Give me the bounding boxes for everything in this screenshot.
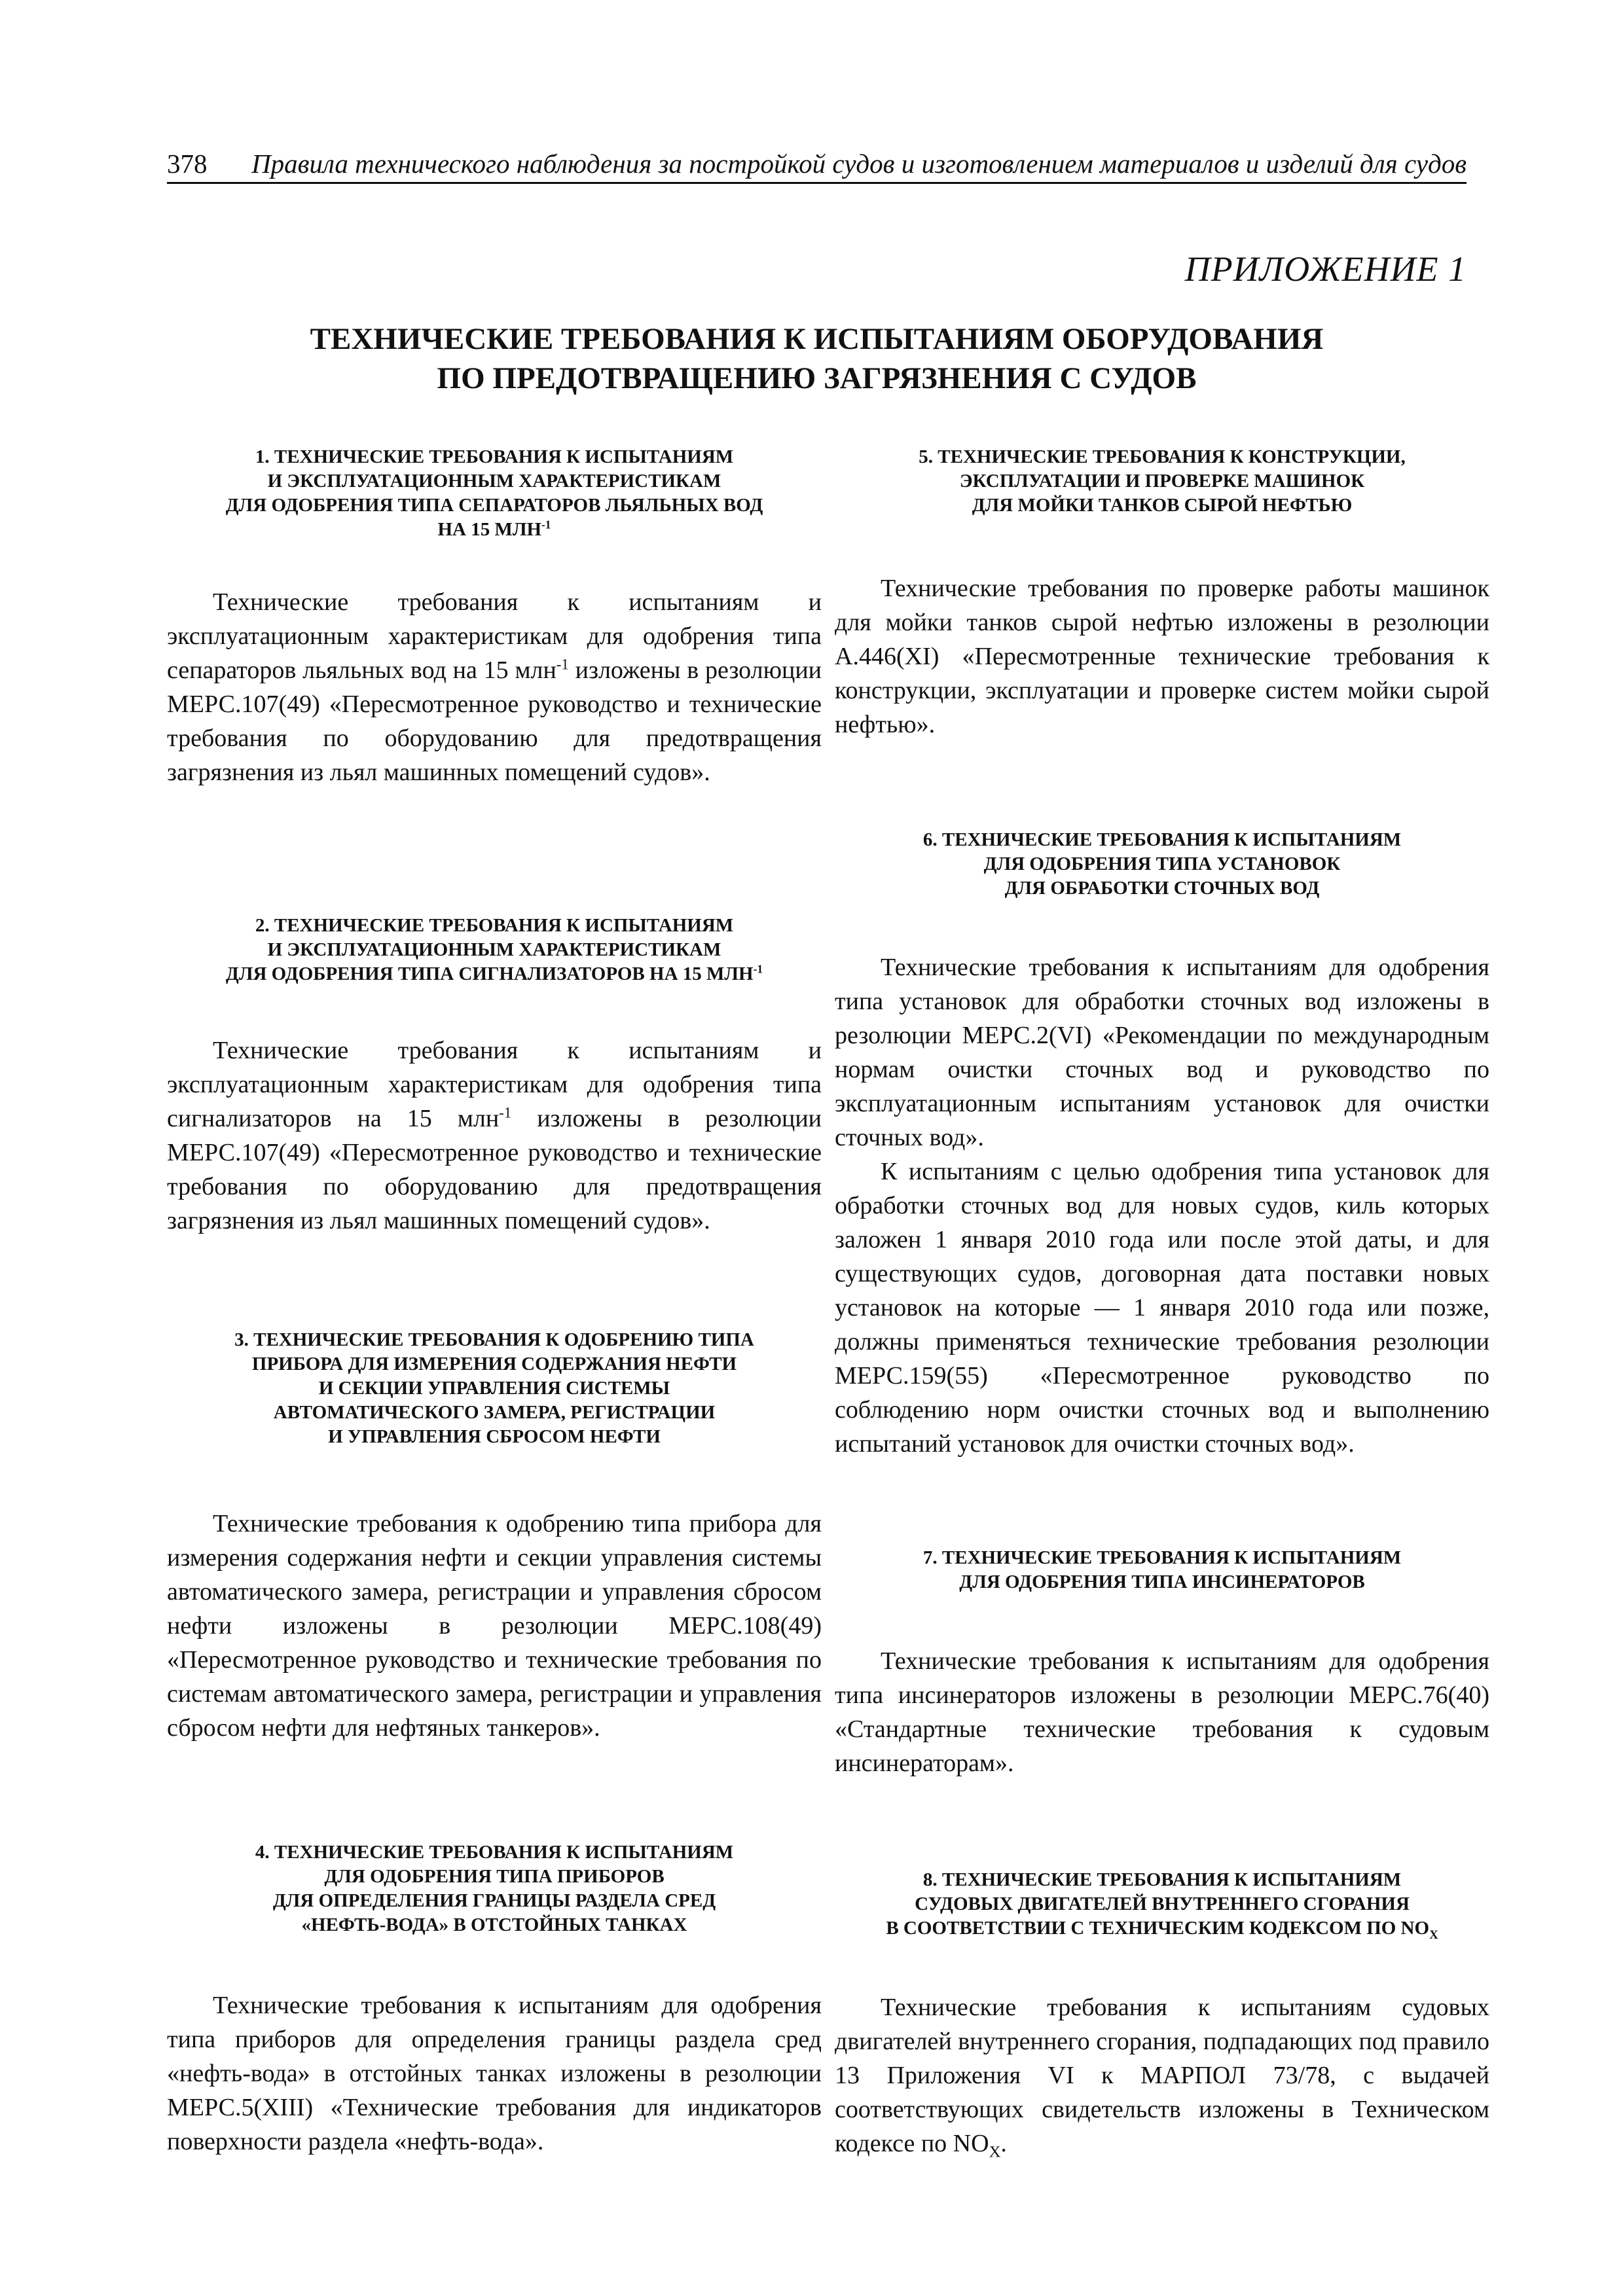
- section-5-body: Технические требования по проверке работы машинок для мойки танков сырой нефтью изложены в резолюции А.446(XI) «Пересмотренные технические требования к конструкции, эксплуатации и проверке систем мойки сырой нефтью».: [835, 575, 1489, 738]
- section-3-heading-line: 3. ТЕХНИЧЕСКИЕ ТРЕБОВАНИЯ К ОДОБРЕНИЮ ТИПА: [234, 1329, 754, 1350]
- section-7: [835, 1546, 1489, 1780]
- body-text: Технические требования к испытаниям и эксплуатационным характеристикам для одобрения типа сигнализаторов на 15 млн: [167, 1037, 822, 1132]
- section-7-body: Технические требования к испытаниям для одобрения типа инсинераторов изложены в резолюции МЕРС.76(40) «Стандартные технические требования к судовым инсинераторам».: [835, 1647, 1489, 1777]
- body-text: изложены в резолюции МЕРС.107(49) «Пересмотренное руководство и технические требования по оборудованию для предотвращения загрязнения из льял машинных помещений судов».: [167, 1105, 822, 1234]
- section-1-heading: [167, 445, 822, 542]
- section-8-heading-line: СУДОВЫХ ДВИГАТЕЛЕЙ ВНУТРЕННЕГО СГОРАНИЯ: [915, 1893, 1410, 1914]
- main-title-line-2: ПО ПРЕДОТВРАЩЕНИЮ ЗАГРЯЗНЕНИЯ С СУДОВ: [437, 361, 1197, 395]
- section-6-heading: [835, 828, 1489, 901]
- superscript: -1: [753, 962, 763, 976]
- body-text: Технические требования к испытаниям и эксплуатационным характеристикам для одобрения типа сепараторов льяльных вод на 15 млн: [167, 588, 822, 684]
- section-8-body: [835, 1990, 1489, 2161]
- section-3-heading-line: И СЕКЦИИ УПРАВЛЕНИЯ СИСТЕМЫ: [318, 1378, 670, 1399]
- section-1-heading-line: ДЛЯ ОДОБРЕНИЯ ТИПА СЕПАРАТОРОВ ЛЬЯЛЬНЫХ ВОД: [225, 495, 763, 516]
- section-4: [167, 1840, 822, 2159]
- section-4-heading-line: ДЛЯ ОДОБРЕНИЯ ТИПА ПРИБОРОВ: [324, 1866, 665, 1887]
- section-8-heading-line: В СООТВЕТСТВИИ С ТЕХНИЧЕСКИМ КОДЕКСОМ ПО NO: [886, 1918, 1430, 1939]
- section-4-heading-line: 4. ТЕХНИЧЕСКИЕ ТРЕБОВАНИЯ К ИСПЫТАНИЯМ: [255, 1842, 734, 1863]
- section-6-body-1: Технические требования к испытаниям для одобрения типа установок для обработки сточных вод изложены в резолюции МЕРС.2(VI) «Рекомендации по международным нормам очистки сточных вод и руководство по эксплуатационным испытаниям установок для очистки сточных вод».: [835, 954, 1489, 1151]
- section-6-body-2: К испытаниям с целью одобрения типа установок для обработки сточных вод для новых судов, киль которых заложен 1 января 2010 года или после этой даты, и для существующих судов, договорная дата поставки новых установок на которые — 1 января 2010 года или позже, должны применяться технические требования резолюции МЕРС.159(55) «Пересмотренное руководство по соблюдению норм очистки сточных вод и выполнению испытаний установок для очистки сточных вод».: [835, 1158, 1489, 1458]
- section-3: [167, 1328, 822, 1745]
- body-text: изложены в резолюции МЕРС.107(49) «Пересмотренное руководство и технические требования по оборудованию для предотвращения загрязнения из льял машинных помещений судов».: [167, 656, 822, 786]
- section-5-heading-line: ЭКСПЛУАТАЦИИ И ПРОВЕРКЕ МАШИНОК: [959, 471, 1365, 492]
- running-header: [167, 145, 1467, 184]
- right-column: [835, 445, 1489, 2161]
- superscript: -1: [499, 1104, 512, 1121]
- page-number: 378: [167, 149, 208, 179]
- section-1: [167, 445, 822, 789]
- section-4-heading-line: ДЛЯ ОПРЕДЕЛЕНИЯ ГРАНИЦЫ РАЗДЕЛА СРЕД: [272, 1890, 716, 1911]
- section-5-heading-line: ДЛЯ МОЙКИ ТАНКОВ СЫРОЙ НЕФТЬЮ: [972, 495, 1353, 516]
- section-6-heading-line: ДЛЯ ОДОБРЕНИЯ ТИПА УСТАНОВОК: [983, 853, 1341, 874]
- section-2-heading-line: И ЭКСПЛУАТАЦИОННЫМ ХАРАКТЕРИСТИКАМ: [267, 939, 721, 960]
- section-3-heading-line: АВТОМАТИЧЕСКОГО ЗАМЕРА, РЕГИСТРАЦИИ: [273, 1402, 716, 1423]
- section-4-body: Технические требования к испытаниям для одобрения типа приборов для определения границы раздела сред «нефть-вода» в отстойных танках изложены в резолюции МЕРС.5(XIII) «Технические требования для индикаторов поверхности раздела «нефть-вода».: [167, 1992, 822, 2155]
- section-7-heading: [835, 1546, 1489, 1594]
- section-2: [167, 914, 822, 1238]
- section-7-heading-line: 7. ТЕХНИЧЕСКИЕ ТРЕБОВАНИЯ К ИСПЫТАНИЯМ: [922, 1547, 1402, 1568]
- section-5-heading: [835, 445, 1489, 518]
- section-7-heading-line: ДЛЯ ОДОБРЕНИЯ ТИПА ИНСИНЕРАТОРОВ: [959, 1571, 1365, 1592]
- body-text: Технические требования к испытаниям судовых двигателей внутреннего сгорания, подпадающих под правило 13 Приложения VI к МАРПОЛ 73/78, с выдачей соответствующих свидетельств изложены в Техническом кодексе по NO: [835, 1994, 1489, 2157]
- subscript: X: [989, 2143, 1001, 2161]
- section-2-heading-line: ДЛЯ ОДОБРЕНИЯ ТИПА СИГНАЛИЗАТОРОВ НА 15 МЛН: [225, 963, 754, 984]
- section-8-heading: [835, 1868, 1489, 1941]
- section-2-body: [167, 1033, 822, 1238]
- section-3-heading-line: ПРИБОРА ДЛЯ ИЗМЕРЕНИЯ СОДЕРЖАНИЯ НЕФТИ: [251, 1354, 737, 1374]
- superscript: -1: [541, 518, 551, 531]
- section-2-heading: [167, 914, 822, 986]
- main-title-line-1: ТЕХНИЧЕСКИЕ ТРЕБОВАНИЯ К ИСПЫТАНИЯМ ОБОРУДОВАНИЯ: [310, 322, 1324, 356]
- section-6: [835, 828, 1489, 1461]
- section-1-body: [167, 585, 822, 789]
- superscript: -1: [556, 656, 569, 673]
- section-4-heading-line: «НЕФТЬ-ВОДА» В ОТСТОЙНЫХ ТАНКАХ: [301, 1914, 687, 1935]
- section-1-heading-line: НА 15 МЛН: [437, 519, 542, 540]
- section-1-heading-line: И ЭКСПЛУАТАЦИОННЫМ ХАРАКТЕРИСТИКАМ: [267, 471, 721, 492]
- section-6-heading-line: 6. ТЕХНИЧЕСКИЕ ТРЕБОВАНИЯ К ИСПЫТАНИЯМ: [922, 829, 1402, 850]
- section-2-heading-line: 2. ТЕХНИЧЕСКИЕ ТРЕБОВАНИЯ К ИСПЫТАНИЯМ: [255, 915, 734, 936]
- section-8: [835, 1868, 1489, 2161]
- running-title: Правила технического наблюдения за постройкой судов и изготовлением материалов и изделий для судов: [251, 149, 1467, 179]
- appendix-label: ПРИЛОЖЕНИЕ 1: [1184, 249, 1467, 289]
- section-4-heading: [167, 1840, 822, 1937]
- section-3-heading-line: И УПРАВЛЕНИЯ СБРОСОМ НЕФТИ: [328, 1426, 661, 1447]
- section-5-heading-line: 5. ТЕХНИЧЕСКИЕ ТРЕБОВАНИЯ К КОНСТРУКЦИИ,: [919, 446, 1406, 467]
- section-6-heading-line: ДЛЯ ОБРАБОТКИ СТОЧНЫХ ВОД: [1004, 878, 1320, 899]
- section-1-heading-line: 1. ТЕХНИЧЕСКИЕ ТРЕБОВАНИЯ К ИСПЫТАНИЯМ: [255, 446, 734, 467]
- section-3-heading: [167, 1328, 822, 1449]
- body-text: .: [1000, 2130, 1007, 2157]
- left-column: [167, 445, 822, 2159]
- section-8-heading-line: 8. ТЕХНИЧЕСКИЕ ТРЕБОВАНИЯ К ИСПЫТАНИЯМ: [922, 1869, 1402, 1890]
- section-3-body: Технические требования к одобрению типа прибора для измерения содержания нефти и секции управления системы автоматического замера, регистрации и управления сбросом нефти изложены в резолюции МЕРС.108(49) «Пересмотренное руководство и технические требования по системам автоматического замера, регистрации и управления сбросом нефти для нефтяных танкеров».: [167, 1510, 822, 1742]
- section-5: [835, 445, 1489, 742]
- subscript: X: [1429, 1928, 1438, 1942]
- main-title: [167, 319, 1467, 398]
